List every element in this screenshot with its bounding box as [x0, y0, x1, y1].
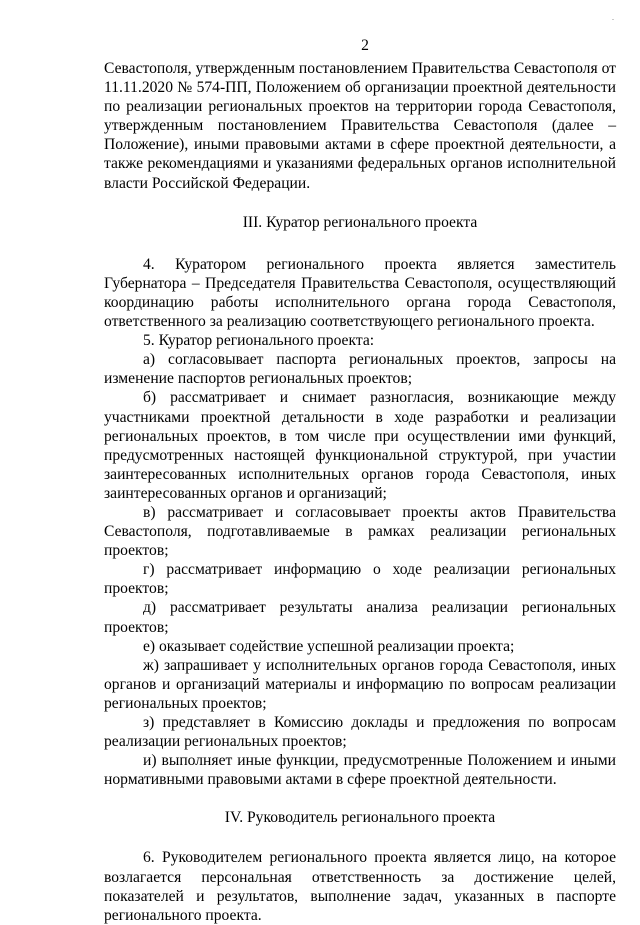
list-item-g: г) рассматривает информацию о ходе реализации региональных проектов;	[104, 561, 616, 598]
list-item-e: е) оказывает содействие успешной реализации проекта;	[143, 637, 515, 655]
section-3-heading: III. Куратор регионального проекта	[242, 213, 478, 231]
list-item-b: б) рассматривает и снимает разногласия, возникающие между участниками проектной детальности в ходе разработки и реализации региональных проектов, в том числе при осуществлении ими функций, предусмотренных настоящей функциональной структурой, при участии заинтересованных исполнительных органов города Севастополя, иных заинтересованных органов и организаций;	[104, 389, 616, 502]
list-item-a: а) согласовывает паспорта региональных проектов, запросы на изменение паспортов региональных проектов;	[104, 351, 616, 388]
intro-paragraph: Севастополя, утвержденным постановлением Правительства Севастополя от 11.11.2020 № 574-ПП, Положением об организации проектной деятельности по реализации региональных проектов на территории города Севастополя, утвержденным постановлением Правительства Севастополя (далее – Положение), иными правовыми актами в сфере проектной деятельности, а также рекомендациями и указаниями федеральных органов исполнительной власти Российской Федерации.	[104, 60, 616, 192]
list-item-z: з) представляет в Комиссию доклады и предложения по вопросам реализации региональных проектов;	[104, 714, 616, 751]
section-4-heading: IV. Руководитель регионального проекта	[224, 809, 496, 827]
corner-mark: .	[612, 13, 614, 22]
paragraph-5: 5. Куратор регионального проекта:	[143, 332, 375, 350]
list-item-d: д) рассматривает результаты анализа реализации региональных проектов;	[104, 599, 616, 636]
paragraph-4: 4. Куратором регионального проекта является заместитель Губернатора – Председателя Правительства Севастополя, осуществляющий координацию работы исполнительного органа города Севастополя, ответственного за реализацию соответствующего регионального проекта.	[104, 255, 616, 331]
list-item-v: в) рассматривает и согласовывает проекты актов Правительства Севастополя, подготавливаемые в рамках реализации региональных проектов;	[104, 503, 616, 560]
list-item-zh: ж) запрашивает у исполнительных органов города Севастополя, иных органов и организаций материалы и информацию по вопросам реализации региональных проектов;	[104, 656, 616, 712]
page-number: 2	[361, 37, 369, 54]
paragraph-6: 6. Руководителем регионального проекта является лицо, на которое возлагается персональная ответственность за достижение целей, показателей и результатов, выполнение задач, указанных в паспорте регионального проекта.	[104, 849, 616, 924]
list-item-i: и) выполняет иные функции, предусмотренные Положением и иными нормативными правовыми актами в сфере проектной деятельности.	[104, 752, 616, 789]
document-page	[104, 37, 616, 925]
